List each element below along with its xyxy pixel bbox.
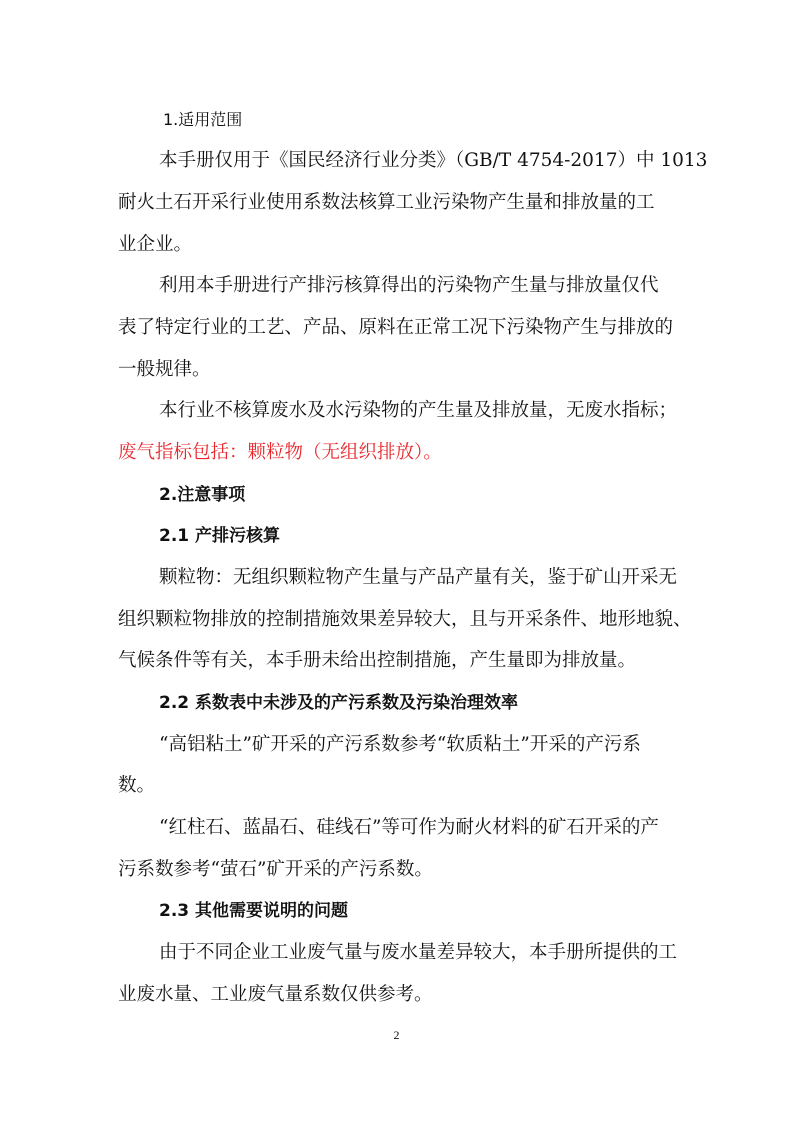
paragraph-line: “高铝粘土”矿开采的产污系数参考“软质粘土”开采的产污系 [159,734,641,755]
paragraph-line: “红柱石、蓝晶石、硅线石”等可作为耐火材料的矿石开采的产 [159,817,659,838]
paragraph-line: 耐火土石开采行业使用系数法核算工业污染物产生量和排放量的工 [118,192,655,213]
paragraph-line: 由于不同企业工业废气量与废水量差异较大，本手册所提供的工 [159,942,678,963]
paragraph-line: 业废水量、工业废气量系数仅供参考。 [118,984,433,1005]
paragraph-line: 业企业。 [118,234,193,255]
paragraph-line: 本行业不核算废水及水污染物的产生量及排放量，无废水指标； [159,400,678,421]
paragraph-line: 污系数参考“萤石”矿开采的产污系数。 [118,859,433,880]
paragraph-line: 利用本手册进行产排污核算得出的污染物产生量与排放量仅代 [159,275,659,296]
subsection-2-1-heading: 2.1 产排污核算 [159,526,281,546]
paragraph-line: 表了特定行业的工艺、产品、原料在正常工况下污染物产生与排放的 [118,317,674,338]
emission-indicator-line: 废气指标包括：颗粒物（无组织排放）。 [118,442,442,463]
paragraph-line: 组织颗粒物排放的控制措施效果差异较大，且与开采条件、地形地貌、 [118,609,692,630]
paragraph-line: 数。 [118,775,156,796]
paragraph-line: 颗粒物：无组织颗粒物产生量与产品产量有关，鉴于矿山开采无 [159,567,678,588]
page-number: 2 [393,1028,400,1042]
section-1-heading: 1.适用范围 [163,110,243,129]
subsection-2-3-heading: 2.3 其他需要说明的问题 [159,901,349,921]
paragraph-line: 气候条件等有关，本手册未给出控制措施，产生量即为排放量。 [118,650,637,671]
section-2-heading: 2.注意事项 [159,485,246,505]
paragraph-line: 一般规律。 [118,359,211,380]
paragraph-line: 本手册仅用于《国民经济行业分类》（GB/T 4754-2017）中 1013 [159,150,708,171]
subsection-2-2-heading: 2.2 系数表中未涉及的产污系数及污染治理效率 [159,693,519,713]
